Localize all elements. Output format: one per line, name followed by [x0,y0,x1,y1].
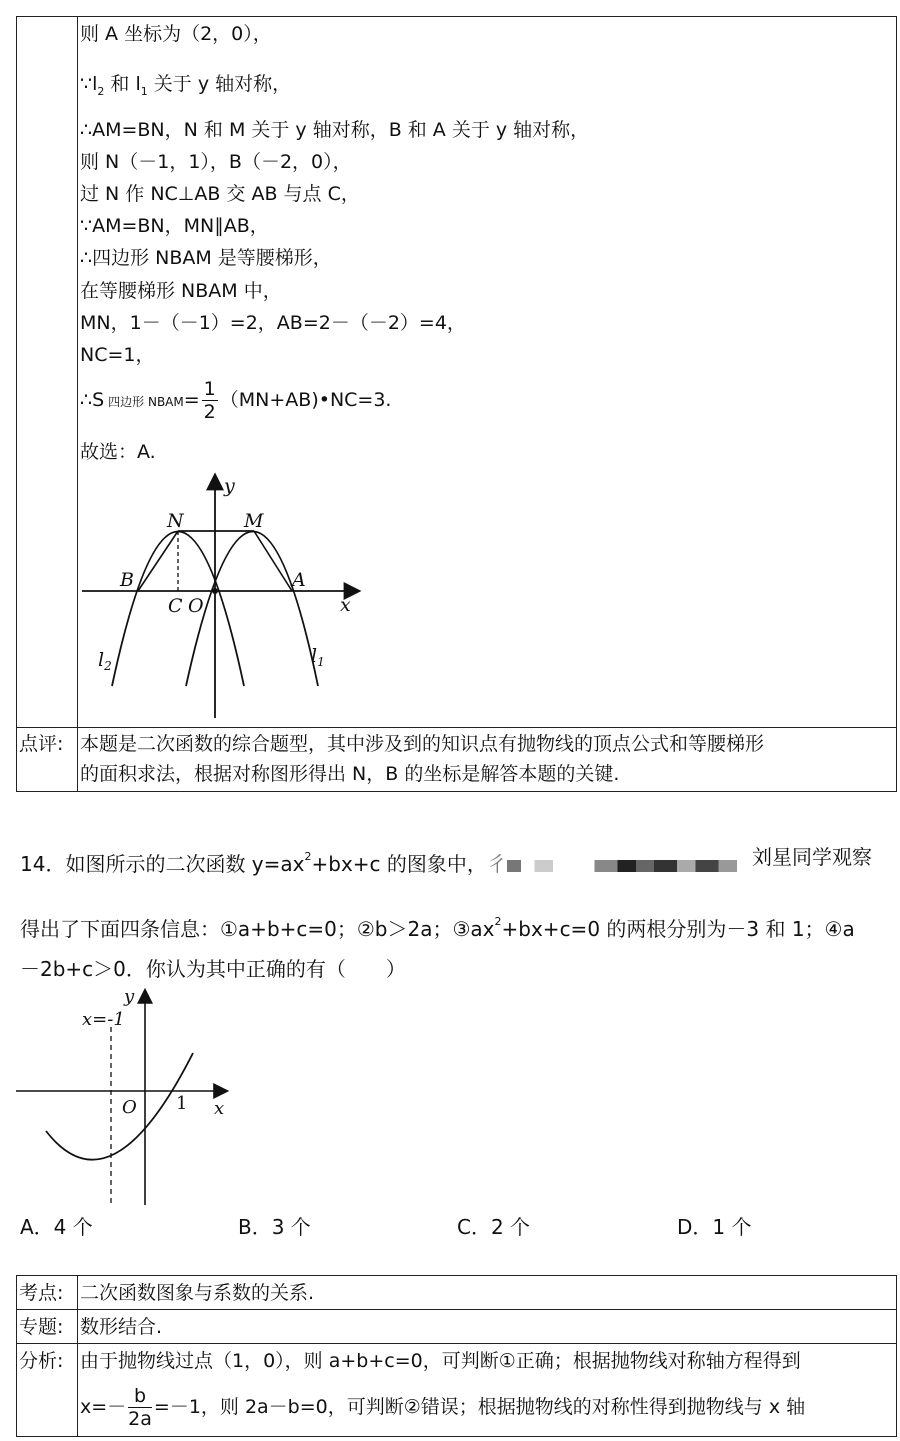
fenxi-fraction [128,1385,152,1430]
q-label-axis: x=-1 [82,1009,125,1030]
fenxi-fraction-denominator: 2a [128,1408,152,1430]
symmetry-part-c: 和 l [104,73,141,95]
label-y: y [224,475,235,497]
fenxi-pre: x=－ [80,1396,127,1418]
label-l2 [98,649,112,673]
label-b: B [120,569,134,591]
q-parabola [46,1053,193,1160]
label-l2-letter: l [98,649,105,671]
parabola-l1 [186,532,318,687]
question-fragment: 彳 [486,852,507,876]
label-l1-sub: 1 [317,655,325,669]
area-subscript: 四边形 NBAM [108,395,184,409]
q-label-one: 1 [176,1093,188,1114]
label-m: M [244,510,264,532]
zhuanti-label: 专题: [19,1316,64,1338]
question-line-2b: +bx+c=0 的两根分别为－3 和 1；④a [501,917,855,941]
zhuanti-text: 数形结合. [80,1316,163,1338]
solution-line-7: ∴四边形 NBAM 是等腰梯形， [80,247,332,269]
label-l2-sub: 2 [104,659,112,673]
solution-line-10: NC=1， [80,344,155,366]
segment-bn [138,531,178,591]
solution-line-6: ∵AM=BN，MN∥AB， [80,215,269,237]
analysis-row-border-2 [16,1343,897,1344]
question-line-1b: +bx+c 的图象中， [311,852,487,876]
area-fraction [202,378,218,423]
area-rest: （MN+AB)•NC=3. [219,389,392,411]
area-fraction-numerator: 1 [203,378,216,400]
label-x: x [340,594,351,616]
label-c: C [168,595,183,617]
kaodian-text: 二次函数图象与系数的关系. [80,1282,315,1304]
question-graph [14,985,244,1207]
label-o: O [188,595,204,617]
solution-line-symmetry [80,72,291,104]
label-n: N [167,510,184,532]
analysis-table-divider [77,1275,78,1437]
fenxi-post: =－1，则 2a－b=0，可判断②错误；根据抛物线的对称性得到抛物线与 x 轴 [153,1396,806,1418]
area-s: ∴S [80,389,105,411]
solution-line-9: MN，1－（－1）=2，AB=2－（－2）=4， [80,312,466,334]
solution-line-4: 则 N（－1，1），B（－2，0）， [80,151,352,173]
question-line-1 [20,844,737,877]
fenxi-line-2 [80,1382,805,1432]
review-line-1: 本题是二次函数的综合题型，其中涉及到的知识点有抛物线的顶点公式和等腰梯形 [80,733,765,755]
solution-line-1: 则 A 坐标为（2，0）， [80,23,272,45]
review-label: 点评: [19,733,64,755]
segment-am [254,531,292,591]
question-line-2a: 得出了下面四条信息：①a+b+c=0；②b＞2a；③ax [20,917,495,941]
question-sup-1: 2 [304,850,312,863]
label-l1 [311,645,325,669]
point-origin [212,588,218,594]
solution-line-8: 在等腰梯形 NBAM 中， [80,280,282,302]
area-equals: = [183,389,200,411]
review-line-2: 的面积求法，根据对称图形得出 N，B 的坐标是解答本题的关键. [80,763,620,785]
question-line-1a: 14．如图所示的二次函数 y=ax [20,852,305,876]
label-a: A [292,569,306,591]
fenxi-label: 分析: [19,1350,64,1372]
symmetry-sub-2: 2 [97,84,105,98]
question-line-3: －2b+c＞0．你认为其中正确的有（ ） [20,957,406,981]
option-c: C．2 个 [457,1215,531,1239]
question-sup-2: 2 [494,915,502,928]
option-b: B．3 个 [238,1215,311,1239]
review-row-border [16,727,897,728]
question-line-1c: 刘星同学观察 [752,845,872,869]
kaodian-label: 考点: [19,1282,64,1304]
fenxi-line-1: 由于抛物线过点（1，0），则 a+b+c=0，可判断①正确；根据抛物线对称轴方程得到 [80,1350,801,1372]
solution-answer: 故选：A. [80,441,156,463]
parabola-figure [78,470,368,720]
label-l1-letter: l [311,645,318,667]
area-fraction-denominator: 2 [203,401,216,423]
solution-line-5: 过 N 作 NC⊥AB 交 AB 与点 C， [80,183,360,205]
fenxi-fraction-numerator: b [128,1385,152,1408]
symmetry-sub-1: 1 [140,84,148,98]
q-label-o: O [122,1097,137,1118]
q-label-x: x [214,1098,225,1119]
option-a: A．4 个 [20,1215,93,1239]
blurred-watermark [507,860,737,872]
question-line-2 [20,909,855,942]
symmetry-part-e: 关于 y 轴对称， [147,73,292,95]
solution-area-formula [80,374,391,428]
option-d: D．1 个 [677,1215,752,1239]
q-label-y: y [124,986,135,1007]
solution-line-3: ∴AM=BN，N 和 M 关于 y 轴对称，B 和 A 关于 y 轴对称， [80,119,590,141]
analysis-row-border-1 [16,1309,897,1310]
symmetry-part-a: ∵l [80,73,98,95]
